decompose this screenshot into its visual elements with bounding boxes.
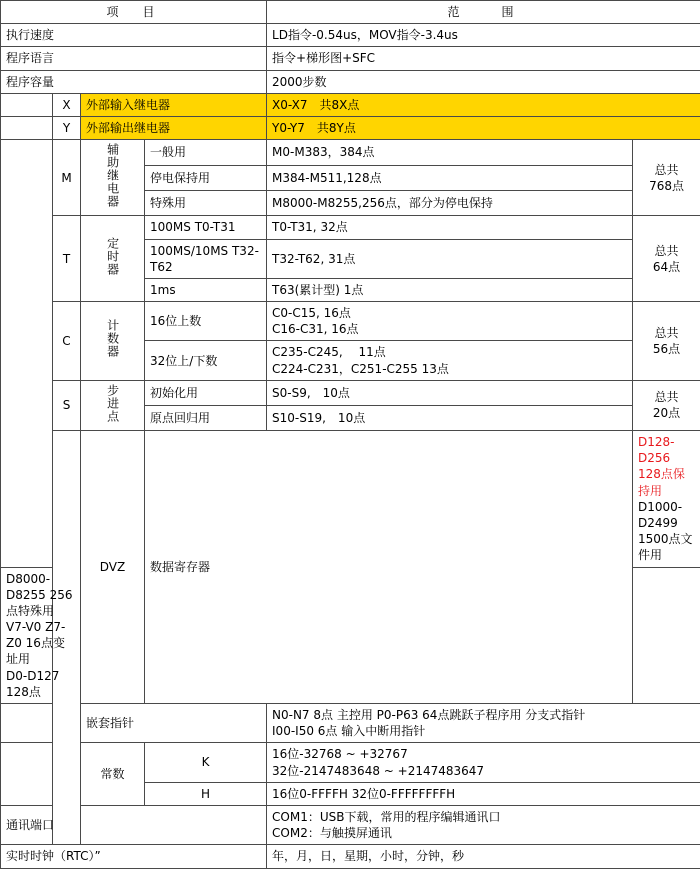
- total-s: [633, 380, 700, 430]
- value-pointer-line1: N0-N7 8点 主控用 P0-P63 64点跳跃子程序用 分支式指针: [272, 707, 695, 723]
- value-constant-k: [267, 743, 700, 782]
- value-m-general: M0-M383，384点: [267, 140, 633, 165]
- sub-c-16bit: 16位上数: [145, 302, 267, 341]
- value-t-100ms: T0-T31, 32点: [267, 216, 633, 239]
- value-m-special: M8000-M8255,256点，部分为停电保持: [267, 190, 633, 215]
- value-comm-port-line2: COM2：与触摸屏通讯: [272, 825, 695, 841]
- value-constant-k-line2: 32位-2147483648 ~ +2147483647: [272, 763, 695, 779]
- label-x-relay: 外部输入继电器: [81, 93, 267, 116]
- value-m-retentive: M384-M511,128点: [267, 165, 633, 190]
- label-s-step-text: 步进点: [104, 384, 120, 423]
- sub-s-init: 初始化用: [145, 380, 267, 405]
- label-s-step: [81, 380, 145, 430]
- table-row: [1, 24, 700, 47]
- value-dvz-special: D8000-D8255 256点特殊用 V7-V0 Z7-Z0 16点变址用: [6, 571, 75, 668]
- value-dvz-retentive: D128-D256 128点保持用: [638, 435, 685, 498]
- value-pointer: [267, 704, 700, 743]
- spacer-cell-left: [1, 140, 53, 567]
- label-prog-capacity: 程序容量: [1, 70, 267, 93]
- value-s-init: S0-S9, 10点: [267, 380, 633, 405]
- code-y: Y: [53, 116, 81, 139]
- value-prog-lang: 指令+梯形图+SFC: [267, 47, 700, 70]
- table-header-row: [1, 1, 700, 24]
- total-c-line1: 总共: [638, 325, 695, 341]
- header-range: 范 围: [267, 1, 700, 24]
- table-row: [1, 47, 700, 70]
- code-c: C: [53, 302, 81, 381]
- table-row: [1, 743, 700, 782]
- sub-c-32bit: 32位上/下数: [145, 341, 267, 380]
- value-c-16bit-line1: C0-C15, 16点: [272, 305, 627, 321]
- sub-t-100ms: 100MS T0-T31: [145, 216, 267, 239]
- value-rtc: 年，月，日，星期，小时，分钟，秒: [267, 845, 700, 868]
- label-c-counter: [81, 302, 145, 381]
- table-row-x-relay: [1, 93, 700, 116]
- label-data-register: 数据寄存器: [145, 431, 633, 704]
- value-dvz-row2: [1, 567, 81, 704]
- label-rtc: 实时时钟（RTC）”: [1, 845, 267, 868]
- label-exec-speed: 执行速度: [1, 24, 267, 47]
- total-m: [633, 140, 700, 216]
- value-c-32bit: [267, 341, 633, 380]
- total-m-line2: 768点: [638, 178, 695, 194]
- label-m-relay-text: 辅助继电器: [104, 143, 120, 208]
- code-x: X: [53, 93, 81, 116]
- table-row: [1, 845, 700, 868]
- spacer-cell: [1, 116, 53, 139]
- table-row: [1, 140, 700, 165]
- total-s-line1: 总共: [638, 389, 695, 405]
- table-row-y-relay: [1, 116, 700, 139]
- label-t-timer: [81, 216, 145, 302]
- header-item: 项 目: [1, 1, 267, 24]
- table-row: [1, 805, 700, 844]
- total-m-line1: 总共: [638, 162, 695, 178]
- total-c-line2: 56点: [638, 341, 695, 357]
- table-row: [1, 431, 700, 568]
- sub-constant-k: K: [145, 743, 267, 782]
- value-x-relay: X0-X7 共8X点: [267, 93, 700, 116]
- spacer-cell: [1, 93, 53, 116]
- value-c-32bit-line2: C224-C231，C251-C255 13点: [272, 361, 627, 377]
- table-row: [1, 302, 700, 341]
- code-dvz: DVZ: [81, 431, 145, 704]
- value-pointer-line2: I00-I50 6点 输入中断用指针: [272, 723, 695, 739]
- value-comm-port: [267, 805, 700, 844]
- table-row: [1, 704, 700, 743]
- value-c-16bit: [267, 302, 633, 341]
- table-row: [1, 380, 700, 405]
- value-y-relay: Y0-Y7 共8Y点: [267, 116, 700, 139]
- code-t: T: [53, 216, 81, 302]
- value-dvz-general: D0-D127 128点: [6, 668, 75, 700]
- sub-t-10ms: 100MS/10MS T32-T62: [145, 239, 267, 278]
- label-m-relay: [81, 140, 145, 216]
- total-t-line1: 总共: [638, 243, 695, 259]
- label-t-timer-text: 定时器: [104, 237, 120, 276]
- code-s: S: [53, 380, 81, 430]
- value-comm-port-line1: COM1：USB下载，常用的程序编辑通讯口: [272, 809, 695, 825]
- value-exec-speed: LD指令-0.54us，MOV指令-3.4us: [267, 24, 700, 47]
- value-dvz-file: D1000-D2499 1500点文件用: [638, 500, 693, 563]
- value-constant-h: 16位0-FFFFH 32位0-FFFFFFFFH: [267, 782, 700, 805]
- value-s-origin: S10-S19, 10点: [267, 405, 633, 430]
- label-c-counter-text: 计数器: [104, 319, 120, 358]
- sub-s-origin: 原点回归用: [145, 405, 267, 430]
- sub-m-general: 一般用: [145, 140, 267, 165]
- value-c-16bit-line2: C16-C31, 16点: [272, 321, 627, 337]
- label-prog-lang: 程序语言: [1, 47, 267, 70]
- sub-constant-h: H: [145, 782, 267, 805]
- value-dvz-row1: [633, 431, 700, 568]
- total-t: [633, 216, 700, 302]
- total-c: [633, 302, 700, 381]
- sub-m-retentive: 停电保持用: [145, 165, 267, 190]
- label-constant: 常数: [81, 743, 145, 806]
- spacer-cell: [1, 704, 53, 743]
- value-t-1ms: T63(累计型) 1点: [267, 278, 633, 301]
- value-constant-k-line1: 16位-32768 ~ +32767: [272, 746, 695, 762]
- sub-m-special: 特殊用: [145, 190, 267, 215]
- label-comm-port: 通讯端口: [1, 805, 267, 844]
- value-prog-capacity: 2000步数: [267, 70, 700, 93]
- spacer-cell: [1, 743, 53, 806]
- total-s-line2: 20点: [638, 405, 695, 421]
- sub-t-1ms: 1ms: [145, 278, 267, 301]
- total-t-line2: 64点: [638, 259, 695, 275]
- value-t-10ms: T32-T62, 31点: [267, 239, 633, 278]
- table-row: [1, 70, 700, 93]
- table-row: [1, 216, 700, 239]
- label-pointer: 嵌套指针: [81, 704, 267, 743]
- value-c-32bit-line1: C235-C245, 11点: [272, 344, 627, 360]
- label-y-relay: 外部输出继电器: [81, 116, 267, 139]
- code-m: M: [53, 140, 81, 216]
